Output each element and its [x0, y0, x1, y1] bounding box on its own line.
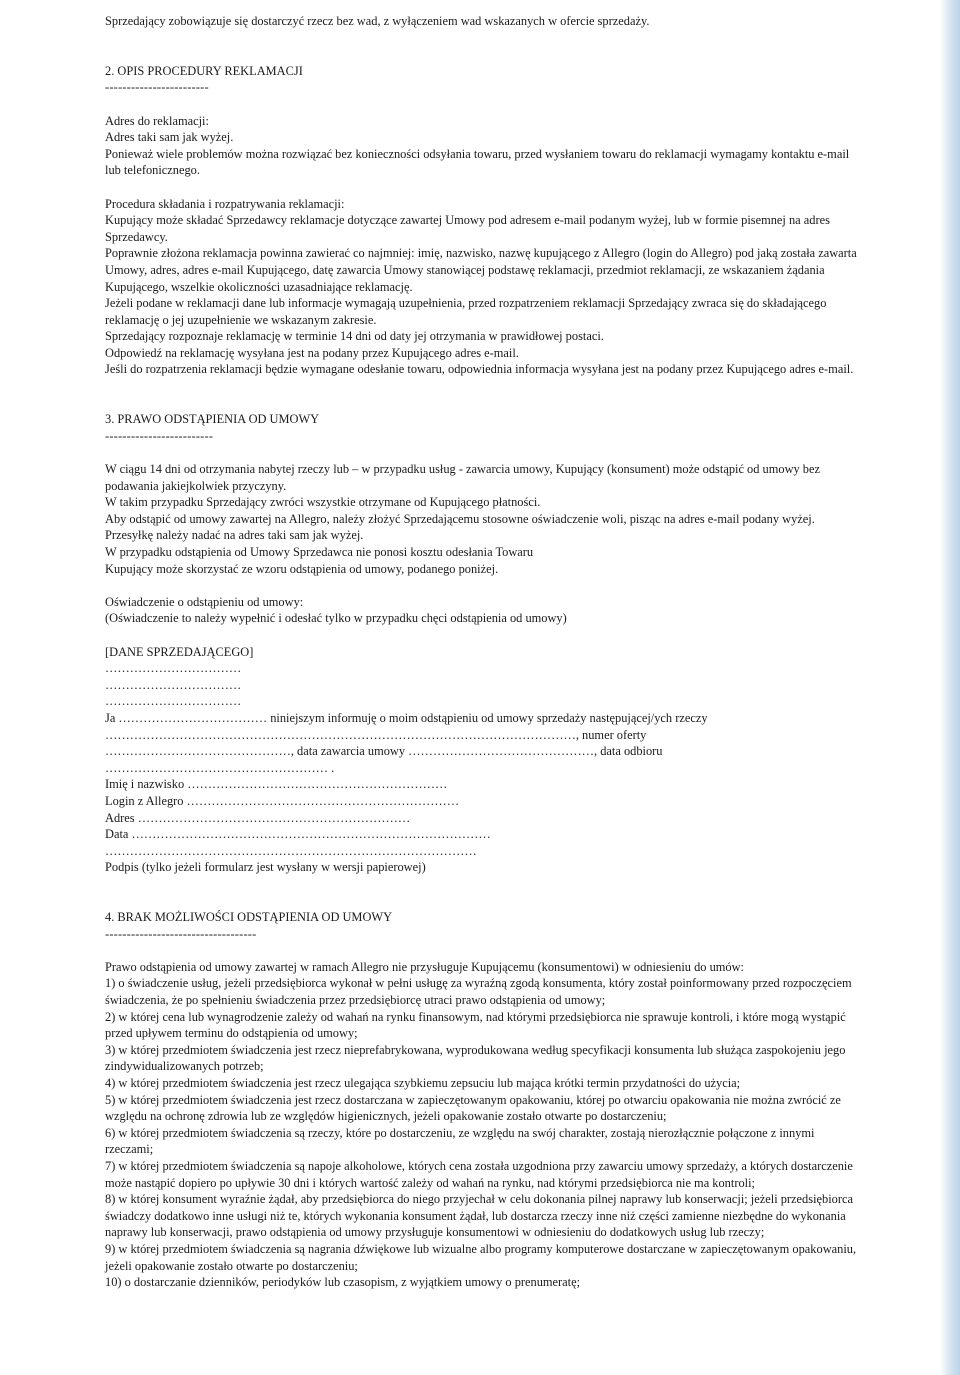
procedure-line: Jeśli do rozpatrzenia reklamacji będzie wymagane odesłanie towaru, odpowiednia informacja wysyłana jest na podany przez Kupującego adres e-mail. [105, 362, 854, 377]
section4-rule: ----------------------------------- [105, 926, 257, 941]
form-line: Ja ……………………………… niniejszym informuję o moim odstąpieniu od umowy sprzedaży następującej/ych rzeczy [105, 710, 708, 725]
exception-item: 6) w której przedmiotem świadczenia są rzeczy, które po dostarczeniu, ze względu na swój charakter, zostają nierozłącznie połączone z innymi rzeczami; [105, 1125, 815, 1157]
exception-item: 9) w której przedmiotem świadczenia są nagrania dźwiękowe lub wizualne albo programy komputerowe dostarczane w zapieczętowanym opakowaniu, jeżeli opakowanie zostało otwarte po dostarczeniu; [105, 1241, 857, 1273]
procedure-line: Jeżeli podane w reklamacji dane lub informacje wymagają uzupełnienia, przed rozpatrzeniem reklamacji Sprzedający zwraca się do składającego reklamację o jej uzupełnienie we wskazanym zakresie. [105, 296, 827, 327]
procedure-line: Poprawnie złożona reklamacja powinna zawierać co najmniej: imię, nazwisko, nazwę kupującego z Allegro (login do Allegro) pod jaką została zawarta Umowy, adres, adres e-mail Kupującego, datę zawarcia Umowy stanowiącej podstawę reklamacji, przedmiot reklamacji, ze wskazaniem żądania Kupującego, wszelkie okoliczności uzasadniające reklamację. [105, 246, 857, 294]
section4-intro: Prawo odstąpienia od umowy zawartej w ramach Allegro nie przysługuje Kupującemu (konsumentowi) w odniesieniu do umów: [105, 959, 745, 974]
section3-line: Przesyłkę należy nadać na adres taki sam jak wyżej. [105, 528, 364, 543]
form-line: Adres ………………………………………………………… [105, 810, 411, 825]
form-line: ………………………………………, data zawarcia umowy ………………………………………, data odbioru [105, 744, 663, 759]
statement-line: Oświadczenie o odstąpieniu od umowy: [105, 594, 304, 609]
section3-line: W takim przypadku Sprzedający zwróci wszystkie otrzymane od Kupującego płatności. [105, 495, 541, 510]
statement-line: (Oświadczenie to należy wypełnić i odesłać tylko w przypadku chęci odstąpienia od umowy) [105, 611, 567, 626]
form-line: [DANE SPRZEDAJĄCEGO] [105, 644, 254, 659]
page-edge-gradient [940, 0, 960, 1375]
exception-item: 2) w której cena lub wynagrodzenie zależy od wahań na rynku finansowym, nad którymi przedsiębiorca nie sprawuje kontroli, i które mogą wystąpić przed upływem terminu do odstąpienia od umowy; [105, 1009, 846, 1041]
form-line: …………………………… [105, 661, 242, 676]
exception-item: 7) w której przedmiotem świadczenia są napoje alkoholowe, których cena została uzgodniona przy zawarciu umowy sprzedaży, a których dostarczenie może nastąpić dopiero po upływie 30 dni i których wartość zależy od wahań na rynku, nad którymi przedsiębiorca nie ma kontroli; [105, 1158, 853, 1190]
form-line: Imię i nazwisko ……………………………………………………… [105, 777, 448, 792]
section3-line: Aby odstąpić od umowy zawartej na Allegro, należy złożyć Sprzedającemu stosowne oświadczenie woli, pisząc na adres e-mail podany wyżej. [105, 511, 815, 526]
form-line: Login z Allegro ………………………………………………………… [105, 793, 460, 808]
section3-line: W przypadku odstąpienia od Umowy Sprzedawca nie ponosi kosztu odesłania Towaru [105, 545, 534, 559]
procedure-line: Odpowiedź na reklamację wysyłana jest na podany przez Kupującego adres e-mail. [105, 345, 519, 360]
form-line: …………………………… [105, 677, 242, 692]
form-line: ……………………………………………………………………………………………………, numer oferty [105, 727, 647, 742]
exception-item: 4) w której przedmiotem świadczenia jest rzecz ulegająca szybkiemu zepsuciu lub mająca krótki termin przydatności do użycia; [105, 1076, 741, 1090]
section3-rule: ------------------------- [105, 428, 214, 443]
form-line: Data …………………………………………………………………………… [105, 827, 491, 842]
form-line: …………………………… [105, 694, 242, 709]
section3-line: W ciągu 14 dni od otrzymania nabytej rzeczy lub – w przypadku usług - zawarcia umowy, Kupujący (konsument) może odstąpić od umowy bez podawania jakiejkolwiek przyczyny. [105, 462, 821, 493]
section4-heading: 4. BRAK MOŻLIWOŚCI ODSTĄPIENIA OD UMOWY [105, 910, 393, 925]
form-line: ……………………………………………………………………………… [105, 843, 477, 858]
section2-heading: 2. OPIS PROCEDURY REKLAMACJI [105, 63, 303, 78]
procedure-line: Procedura składania i rozpatrywania reklamacji: [105, 196, 345, 211]
exception-item: 3) w której przedmiotem świadczenia jest rzecz nieprefabrykowana, wyprodukowana według specyfikacji konsumenta lub służąca zaspokojeniu jego zindywidualizowanych potrzeb; [105, 1042, 846, 1074]
form-line: ……………………………………………… . [105, 760, 335, 775]
section2-line: Adres taki sam jak wyżej. [105, 130, 234, 145]
section2-rule: ------------------------ [105, 80, 209, 95]
section3-heading: 3. PRAWO ODSTĄPIENIA OD UMOWY [105, 412, 320, 427]
document-page [105, 13, 857, 1291]
exception-item: 1) o świadczenie usług, jeżeli przedsiębiorca wykonał w pełni usługę za wyraźną zgodą konsumenta, który został poinformowany przed rozpoczęciem świadczenia, że po spełnieniu świadczenia przez przedsiębiorcę utraci prawo odstąpienia od umowy; [105, 976, 852, 1008]
section2-line: Adres do reklamacji: [105, 113, 209, 128]
form-line: Podpis (tylko jeżeli formularz jest wysłany w wersji papierowej) [105, 860, 426, 875]
exception-item: 10) o dostarczanie dzienników, periodyków lub czasopism, z wyjątkiem umowy o prenumeratę; [105, 1275, 581, 1290]
intro-text: Sprzedający zobowiązuje się dostarczyć rzecz bez wad, z wyłączeniem wad wskazanych w ofercie sprzedaży. [105, 14, 650, 28]
procedure-line: Sprzedający rozpoznaje reklamację w terminie 14 dni od daty jej otrzymania w prawidłowej postaci. [105, 329, 604, 344]
exception-item: 8) w której konsument wyraźnie żądał, aby przedsiębiorca do niego przyjechał w celu dokonania pilnej naprawy lub konserwacji; jeżeli przedsiębiorca świadczy dodatkowo inne usługi niż te, których wykonania konsument żądał, lub dostarcza rzeczy inne niż części zamienne niezbędne do wykonania naprawy lub konserwacji, prawo odstąpienia od umowy przysługuje konsumentowi w odniesieniu do dodatkowych usług lub rzeczy; [105, 1192, 853, 1240]
exception-item: 5) w której przedmiotem świadczenia jest rzecz dostarczana w zapieczętowanym opakowaniu, której po otwarciu opakowania nie można zwrócić ze względu na ochronę zdrowia lub ze względów higienicznych, jeżeli opakowanie zostało otwarte po dostarczeniu; [105, 1092, 841, 1124]
section3-line: Kupujący może skorzystać ze wzoru odstąpienia od umowy, podanego poniżej. [105, 561, 499, 576]
section2-line: Ponieważ wiele problemów można rozwiązać bez konieczności odsyłania towaru, przed wysłaniem towaru do reklamacji wymagamy kontaktu e-mail lub telefonicznego. [105, 146, 850, 178]
procedure-line: Kupujący może składać Sprzedawcy reklamacje dotyczące zawartej Umowy pod adresem e-mail podanym wyżej, lub w formie pisemnej na adres Sprzedawcy. [105, 213, 830, 244]
